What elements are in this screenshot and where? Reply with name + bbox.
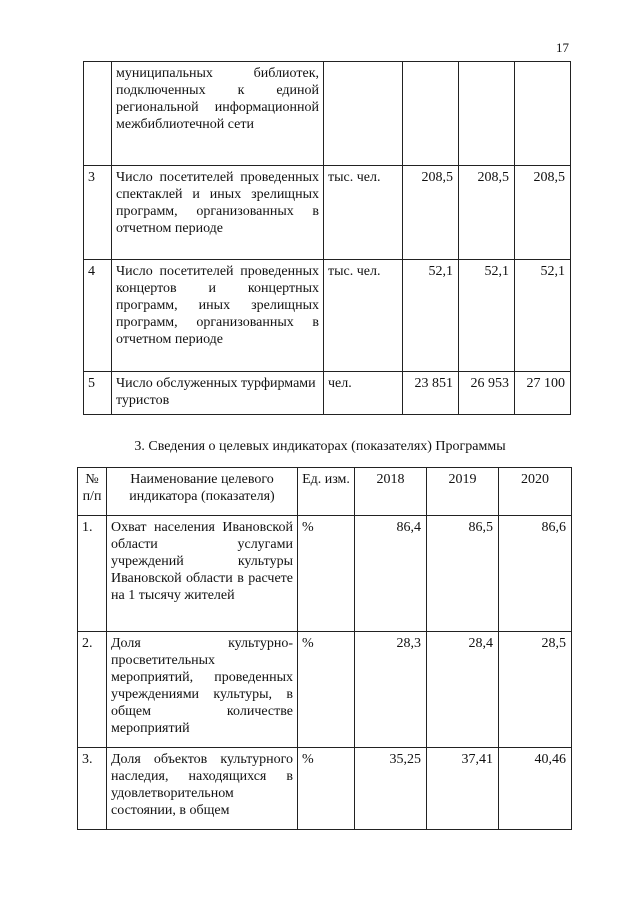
row-value-2018: 52,1 xyxy=(403,260,459,372)
row-value-2018: 23 851 xyxy=(403,372,459,415)
row-number: 4 xyxy=(84,260,112,372)
header-2019: 2019 xyxy=(427,468,499,516)
row-number: 3 xyxy=(84,166,112,260)
row-value-2019: 86,5 xyxy=(427,516,499,632)
table-row xyxy=(84,260,571,372)
table-row xyxy=(84,62,571,166)
header-2018: 2018 xyxy=(355,468,427,516)
table-row xyxy=(84,166,571,260)
row-unit: % xyxy=(298,748,355,830)
row-unit xyxy=(324,62,403,166)
header-num: № п/п xyxy=(78,468,107,516)
row-unit: чел. xyxy=(324,372,403,415)
table-header-row xyxy=(78,468,572,516)
table-row xyxy=(78,516,572,632)
row-value-2020: 40,46 xyxy=(499,748,572,830)
target-indicators-table xyxy=(77,467,572,830)
row-value-2020: 27 100 xyxy=(515,372,571,415)
row-value-2019: 26 953 xyxy=(459,372,515,415)
header-unit: Ед. изм. xyxy=(298,468,355,516)
row-unit: % xyxy=(298,632,355,748)
row-number: 5 xyxy=(84,372,112,415)
row-number: 3. xyxy=(78,748,107,830)
row-value-2018: 208,5 xyxy=(403,166,459,260)
row-value-2020: 52,1 xyxy=(515,260,571,372)
row-value-2020 xyxy=(515,62,571,166)
row-value-2019: 37,41 xyxy=(427,748,499,830)
row-name: Доля объектов культурного наследия, находящихся в удовлетворительном состоянии, в общем xyxy=(107,748,298,830)
row-value-2019 xyxy=(459,62,515,166)
header-name: Наименование целевого индикатора (показателя) xyxy=(107,468,298,516)
section-title: 3. Сведения о целевых индикаторах (показателях) Программы xyxy=(134,439,506,454)
row-value-2018: 28,3 xyxy=(355,632,427,748)
row-value-2018: 86,4 xyxy=(355,516,427,632)
row-value-2020: 28,5 xyxy=(499,632,572,748)
row-name: Число посетителей проведенных спектаклей и иных зрелищных программ, организованных в отчетном периоде xyxy=(112,166,324,260)
row-value-2019: 208,5 xyxy=(459,166,515,260)
row-value-2018 xyxy=(403,62,459,166)
table-row xyxy=(78,748,572,830)
row-number: 1. xyxy=(78,516,107,632)
row-name: Охват населения Ивановской области услугами учреждений культуры Ивановской области в расчете на 1 тысячу жителей xyxy=(107,516,298,632)
table-row xyxy=(78,632,572,748)
row-unit: тыс. чел. xyxy=(324,260,403,372)
row-name: Число посетителей проведенных концертов и концертных программ, иных зрелищных программ, организованных в отчетном периоде xyxy=(112,260,324,372)
row-name: Доля культурно-просветительных мероприятий, проведенных учреждениями культуры, в общем количестве мероприятий xyxy=(107,632,298,748)
table-row xyxy=(84,372,571,415)
row-value-2018: 35,25 xyxy=(355,748,427,830)
row-value-2020: 86,6 xyxy=(499,516,572,632)
row-unit: тыс. чел. xyxy=(324,166,403,260)
row-value-2019: 52,1 xyxy=(459,260,515,372)
row-number: 2. xyxy=(78,632,107,748)
row-value-2019: 28,4 xyxy=(427,632,499,748)
row-number xyxy=(84,62,112,166)
indicators-table-continued xyxy=(83,61,571,415)
row-unit: % xyxy=(298,516,355,632)
row-name: Число обслуженных турфирмами туристов xyxy=(112,372,324,415)
header-2020: 2020 xyxy=(499,468,572,516)
row-value-2020: 208,5 xyxy=(515,166,571,260)
page-number: 17 xyxy=(556,40,569,55)
row-name: муниципальных библиотек, подключенных к единой региональной информационной межбиблиотечной сети xyxy=(112,62,324,166)
